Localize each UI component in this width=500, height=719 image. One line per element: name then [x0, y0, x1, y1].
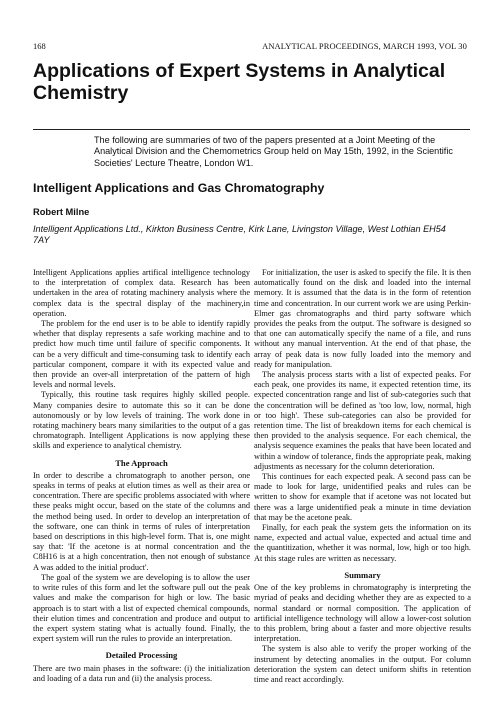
right-column	[254, 268, 471, 685]
author-affiliation: Intelligent Applications Ltd., Kirkton Business Centre, Kirk Lane, Livingston Village, West Lothian EH54 7AY	[33, 224, 446, 245]
body-paragraph: The goal of the system we are developing is to allow the user to write rules of this form and let the software pull out the peak values and make the comparison for high or low. The basic approach is to start with a list of expected chemical compounds, their elution times and concentration and produce and output to the expert system stating what is actually found. Finally, the expert system will run the rules to provide an interpretation.	[33, 572, 250, 644]
body-paragraph: The system is also able to verify the proper working of the instrument by detecting anomalies in the output. For column deterioration the system can detect uniform shifts in retention time and react accordingly.	[254, 644, 471, 684]
body-paragraph: For initialization, the user is asked to specify the file. It is then automatically found on the disk and loaded into the internal memory. It is assumed that the data is in the form of retention time and concentration. In our current work we are using Perkin-Elmer gas chromatographs and third party software which provides the peaks from the output. The software is designed so that one can automatically specify the name of a file, and runs without any manual intervention. At the end of that phase, the array of peak data is now fully loaded into the memory and ready for manipulation.	[254, 268, 471, 369]
paper-title: Intelligent Applications and Gas Chromatography	[33, 181, 325, 195]
article-title: Applications of Expert Systems in Analytical Chemistry	[33, 60, 446, 104]
body-paragraph: Finally, for each peak the system gets the information on its name, expected and actual value, expected and actual time and the quantitization, whether it was normal, low, high or too high. At this stage rules are written as necessary.	[254, 523, 471, 563]
intro-paragraph: The following are summaries of two of the papers presented at a Joint Meeting of the Analytical Division and the Chemometrics Group held on May 15th, 1992, in the Scientific Societies' Lecture Theatre, London W1.	[94, 135, 453, 168]
body-paragraph: There are two main phases in the software: (i) the initialization and loading of a data run and (ii) the analysis process.	[33, 663, 250, 683]
body-paragraph: In order to describe a chromatograph to another person, one speaks in terms of peaks at elution times as well as their area or concentration. There are specific problems associated with where these peaks might occur, based on the state of the columns and the method being used. In order to develop an interpretation of the software, one can think in terms of rules of interpretation based on descriptions in this high-level form. That is, one might say that: 'If the acetone is at normal concentration and the C8H16 is at a high concentration, then not enough of substance A was added to the initial product'.	[33, 470, 250, 572]
section-heading-summary: Summary	[344, 569, 381, 580]
body-paragraph: The problem for the end user is to be able to identify rapidly whether that display represents a safe working machine and to predict how much time until failure of specific components. It can be a very difficult and time-consuming task to identify each particular component, compare it with its expected value and then provide an over-all interpretation of the pattern of high levels and normal levels.	[33, 319, 250, 390]
section-heading-detailed-processing: Detailed Processing	[105, 650, 178, 661]
body-paragraph: Typically, this routine task requires highly skilled people. Many companies desire to automate this so it can be done autonomously or by low levels of training. The work done in rotating machinery bears many similarities to the output of a gas chromatograph. Intelligent Applications is now applying these skills and experience to analytical chemistry.	[33, 390, 250, 451]
body-paragraph: Intelligent Applications applies artifical intelligence technology to the interpretation of complex data. Research has been undertaken in the area of rotating machinery analysis where the complex data is the spectral display of the machinery,in operation.	[33, 268, 250, 318]
body-paragraph: One of the key problems in chromatography is interpreting the myriad of peaks and deciding whether they are as expected to a normal standard or normal composition. The application of artificial intelligence technology will allow a lower-cost solution to this problem, bring about a faster and more objective results interpretation.	[254, 583, 471, 644]
left-column	[33, 268, 250, 684]
section-heading-approach: The Approach	[115, 457, 168, 468]
page-number: 168	[33, 41, 46, 51]
body-paragraph: This continues for each expected peak. A second pass can be made to look for large, unidentified peaks and rules can be written to show for example that if acetone was not located but there was a large unidentified peak a minute in time deviation that may be the acetone peak.	[254, 472, 471, 522]
title-rule	[33, 129, 470, 130]
author-name: Robert Milne	[33, 207, 90, 217]
body-paragraph: The analysis process starts with a list of expected peaks. For each peak, one provides its name, it expected retention time, its expected concentration range and list of sub-categories such that the concentration will be defined as 'too low, low, normal, high or too high'. These sub-categories can also be provided for retention time. The list of breakdown items for each chemical is then provided to the analysis sequence. For each chemical, the analysis sequence examines the peaks that have been located and within a window of tolerance, finds the appropriate peak, making adjustments as necessary for the column deterioration.	[254, 370, 471, 471]
running-head: ANALYTICAL PROCEEDINGS, MARCH 1993, VOL 30	[262, 41, 467, 51]
